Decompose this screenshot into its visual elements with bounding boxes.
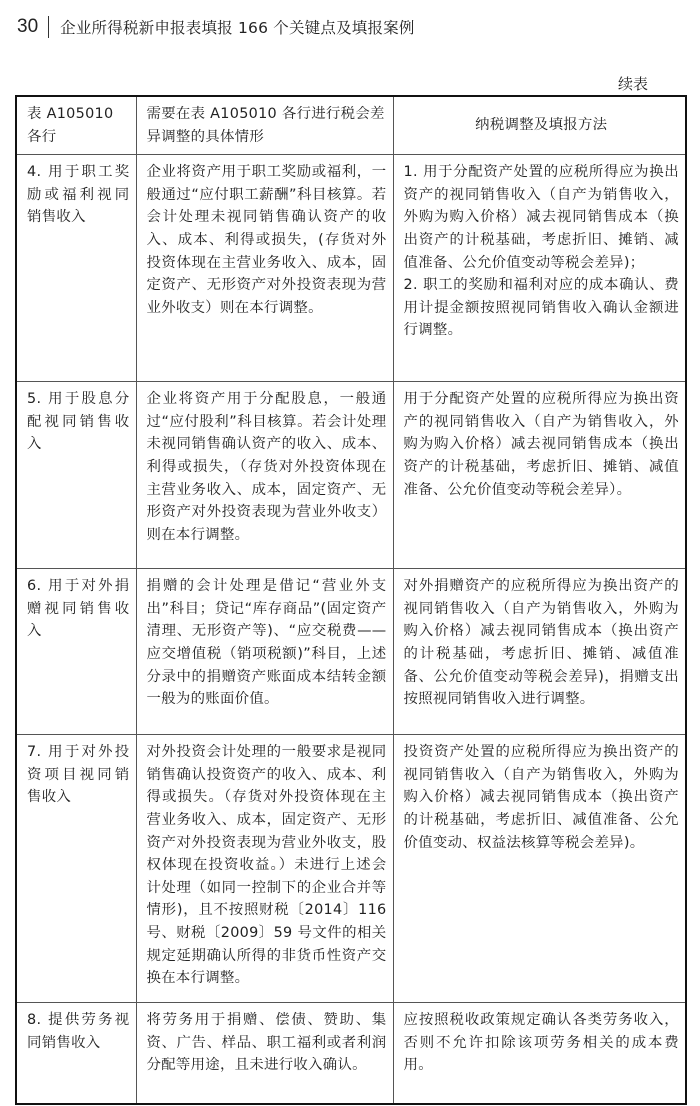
page-header xyxy=(17,14,415,40)
row-method xyxy=(393,155,686,382)
row-item: 8. 提供劳务视同销售收入 xyxy=(16,1003,136,1105)
book-title: 企业所得税新申报表填报 166 个关键点及填报案例 xyxy=(60,19,415,37)
row-method: 应按照税收政策规定确认各类劳务收入，否则不允许扣除该项劳务相关的成本费用。 xyxy=(393,1003,686,1105)
method-point-1: 1. 用于分配资产处置的应税所得应为换出资产的视同销售收入（自产为销售收入，外购为购入价格）减去视同销售成本（换出资产的计税基础，考虑折旧、摊销、减值准备、公允价值变动等税会差异)； xyxy=(403,164,679,271)
row-method: 用于分配资产处置的应税所得应为换出资产的视同销售收入（自产为销售收入，外购为购入价格）减去视同销售成本（换出资产的计税基础，考虑折旧、摊销、减值准备、公允价值变动等税会差异）。 xyxy=(393,382,686,569)
table-row xyxy=(16,735,686,1003)
column-header-item: 表 A105010 各行 xyxy=(16,96,136,155)
row-situation: 捐赠的会计处理是借记“营业外支出”科目；贷记“库存商品”(固定资产清理、无形资产等)、“应交税费——应交增值税（销项税额)”科目，上述分录中的捐赠资产账面成本结转金额一般为的账面价值。 xyxy=(136,569,393,735)
row-method: 投资资产处置的应税所得应为换出资产的视同销售收入（自产为销售收入，外购为购入价格）减去视同销售成本（换出资产的计税基础，考虑折旧、减值准备、公允价值变动、权益法核算等税会差异)。 xyxy=(393,735,686,1003)
column-header-situation: 需要在表 A105010 各行进行税会差异调整的具体情形 xyxy=(136,96,393,155)
header-divider xyxy=(48,16,49,38)
row-method: 对外捐赠资产的应税所得应为换出资产的视同销售收入（自产为销售收入，外购为购入价格）减去视同销售成本（换出资产的计税基础，考虑折旧、摊销、减值准备、公允价值变动等税会差异)，捐赠支出按照视同销售收入进行调整。 xyxy=(393,569,686,735)
row-item: 7. 用于对外投资项目视同销售收入 xyxy=(16,735,136,1003)
row-situation: 企业将资产用于分配股息，一般通过“应付股利”科目核算。若会计处理未视同销售确认资产的收入、成本、利得或损失，（存货对外投资体现在主营业务收入、成本，固定资产、无形资产对外投资表现为营业外收支）则在本行调整。 xyxy=(136,382,393,569)
table-header-row xyxy=(16,96,686,155)
table-row xyxy=(16,1003,686,1105)
column-header-method: 纳税调整及填报方法 xyxy=(393,96,686,155)
row-item: 4. 用于职工奖励或福利视同销售收入 xyxy=(16,155,136,382)
row-situation: 将劳务用于捐赠、偿债、赞助、集资、广告、样品、职工福利或者利润分配等用途，且未进行收入确认。 xyxy=(136,1003,393,1105)
method-point-2: 2. 职工的奖励和福利对应的成本确认、费用计提金额按照视同销售收入确认金额进行调整。 xyxy=(403,277,679,339)
table-row xyxy=(16,569,686,735)
row-situation: 对外投资会计处理的一般要求是视同销售确认投资资产的收入、成本、利得或损失。（存货对外投资体现在主营业务收入、成本，固定资产、无形资产对外投资表现为营业外收支，股权体现在投资收益。）未进行上述会计处理（如同一控制下的企业合并等情形)，且不按照财税〔2014〕116 号、财税〔2009〕59 号文件的相关规定延期确认所得的非货币性资产交换在本行调整。 xyxy=(136,735,393,1003)
continuation-label: 续表 xyxy=(617,75,648,93)
adjustment-table xyxy=(15,95,687,1105)
row-item: 6. 用于对外捐赠视同销售收入 xyxy=(16,569,136,735)
page-number: 30 xyxy=(17,16,39,37)
row-situation: 企业将资产用于职工奖励或福利，一般通过“应付职工薪酬”科目核算。若会计处理未视同销售确认资产的收入、成本、利得或损失，(存货对外投资体现在主营业务收入、成本，固定资产、无形资产对外投资表现为营业外收支）则在本行调整。 xyxy=(136,155,393,382)
table-row xyxy=(16,155,686,382)
row-item: 5. 用于股息分配视同销售收入 xyxy=(16,382,136,569)
table-row xyxy=(16,382,686,569)
